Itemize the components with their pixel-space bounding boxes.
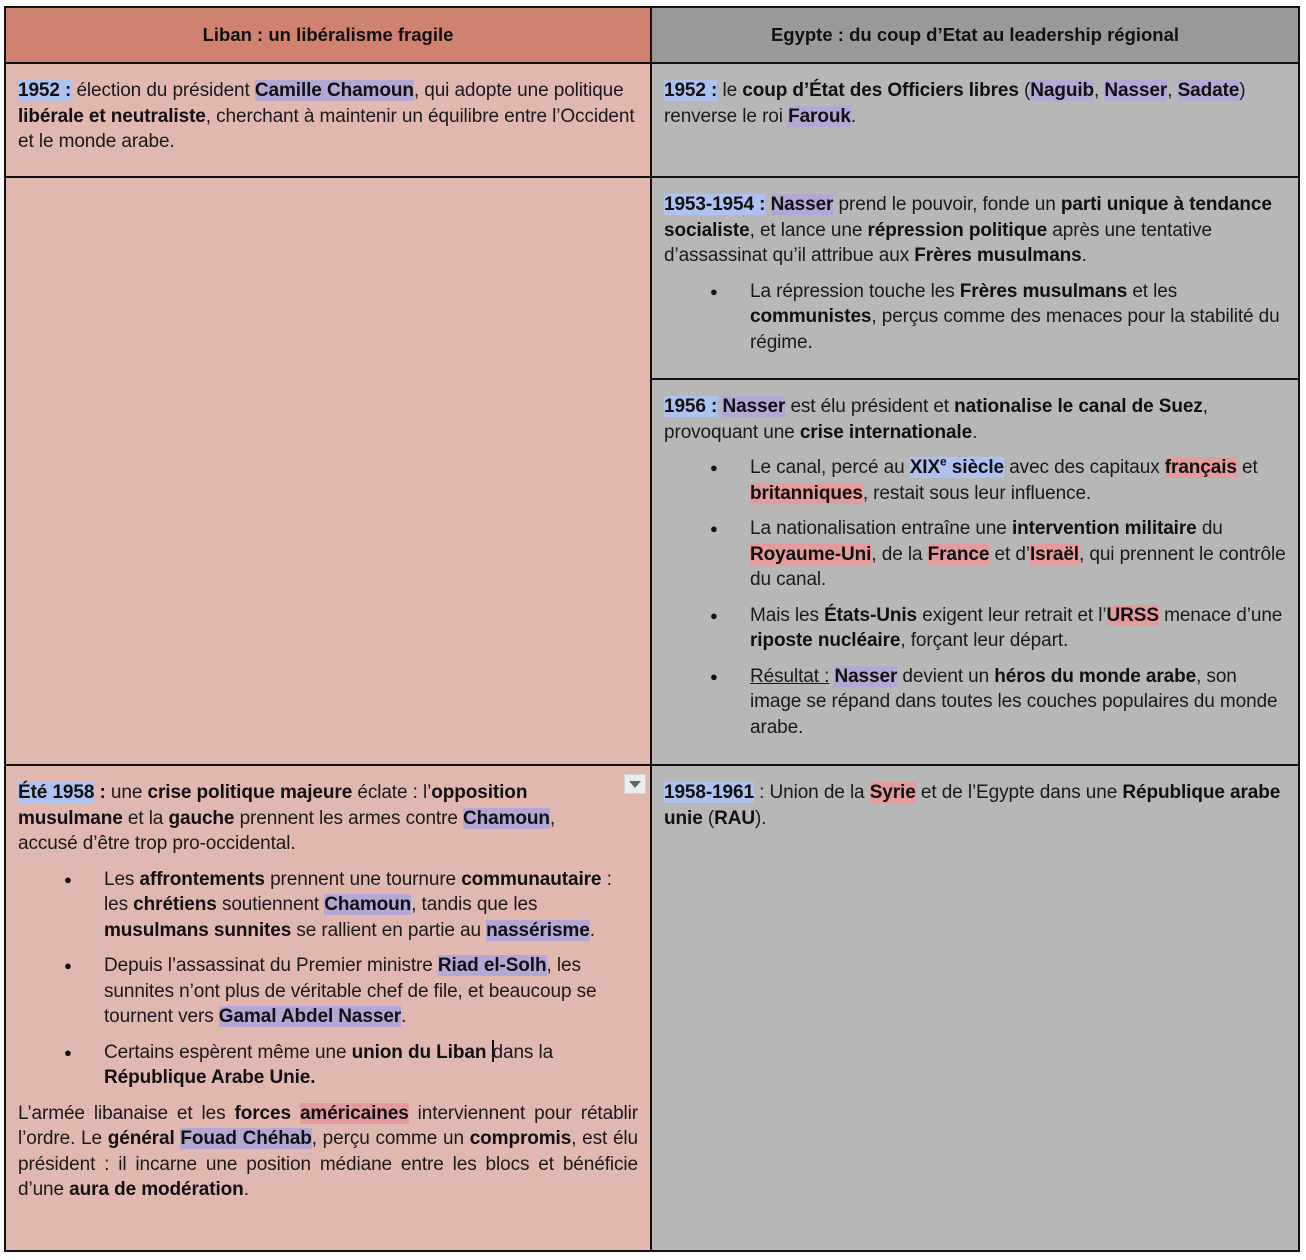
text: , et lance une	[749, 219, 868, 241]
paragraph	[664, 192, 1286, 269]
person-highlight: Nasser	[834, 665, 898, 687]
person-highlight: Chamoun	[324, 894, 412, 915]
text: avec des capitaux	[1004, 457, 1165, 478]
text: interviennent pour rétablir l’ordre. Le	[18, 1102, 639, 1149]
country-highlight: France	[927, 543, 990, 565]
cell-egypte-1952[interactable]	[651, 63, 1299, 177]
bold-text: héros du monde arabe	[994, 665, 1197, 687]
country-highlight: britanniques	[750, 482, 863, 504]
text: exigent leur retrait et l’	[917, 604, 1107, 626]
person-highlight: Gamal Abdel Nasser	[218, 1006, 402, 1027]
header-liban-title: Liban : un libéralisme fragile	[202, 24, 454, 45]
text: , accusé d’être trop pro-occidental.	[18, 807, 556, 854]
country-highlight: américaines	[299, 1102, 409, 1124]
text	[765, 194, 770, 215]
bold-text: libérale et neutraliste	[18, 105, 206, 127]
text: .	[1081, 245, 1087, 266]
century-highlight	[909, 454, 1005, 478]
text: , tandis que les	[411, 894, 538, 915]
paragraph	[18, 1101, 638, 1203]
list-item	[104, 953, 638, 1030]
list-item	[750, 279, 1286, 356]
text: et la	[122, 807, 169, 829]
text: , son image se répand dans toutes les couches populaires du monde arabe.	[750, 665, 1278, 738]
person-highlight: Riad el-Solh	[437, 955, 547, 976]
bold-text: parti unique à tendance socialiste	[664, 194, 1272, 241]
text: : les	[104, 868, 612, 915]
bullet-list	[664, 455, 1286, 740]
list-item	[750, 455, 1286, 506]
text: siècle	[946, 457, 1005, 478]
bold-text: États-Unis	[824, 604, 918, 626]
text: devient un	[897, 665, 995, 687]
bold-text: opposition musulmane	[18, 782, 528, 829]
cell-egypte-1958[interactable]	[651, 765, 1299, 1251]
text: , de la	[871, 543, 928, 565]
country-highlight: Israël	[1029, 543, 1079, 565]
bullet-list	[18, 867, 638, 1091]
text: du	[1196, 518, 1223, 539]
bold-text: République Arabe Unie.	[104, 1067, 316, 1088]
list-item	[750, 516, 1286, 593]
list-item	[750, 664, 1286, 741]
bold-text: Frères musulmans	[914, 245, 1082, 266]
text: ) renverse le roi	[664, 80, 1246, 127]
text: , les sunnites n’ont plus de véritable chef de file, et beaucoup se tournent vers	[104, 955, 597, 1027]
text: , forçant leur départ.	[900, 630, 1069, 651]
text: prend le pouvoir, fonde un	[833, 194, 1061, 215]
text: La répression touche les	[750, 280, 960, 302]
text: prennent les armes contre	[234, 807, 463, 829]
bold-text: nationalise le canal de Suez	[954, 396, 1203, 417]
date-highlight: 1952 :	[18, 80, 72, 101]
person-highlight: Camille Chamoun	[254, 80, 414, 101]
bold-text: :	[94, 782, 106, 803]
text: une	[105, 782, 148, 803]
bold-text: crise politique majeure	[147, 782, 353, 803]
superscript: e	[940, 454, 947, 469]
text	[291, 1103, 300, 1124]
cell-liban-1952[interactable]	[5, 63, 651, 177]
person-highlight: Nasser	[770, 194, 834, 215]
text: , perçu comme un	[311, 1128, 470, 1149]
text: .	[850, 105, 856, 127]
text: , qui prennent le contrôle du canal.	[750, 543, 1286, 590]
text: dans la	[492, 1041, 554, 1063]
bold-text: communistes	[750, 306, 872, 327]
text: , perçus comme des menaces pour la stabilité du régime.	[750, 306, 1280, 353]
list-item	[104, 1040, 638, 1091]
bold-text: gauche	[168, 807, 235, 829]
text: : Union de la	[753, 782, 870, 803]
underlined-text: Résultat :	[750, 665, 830, 687]
text: , cherchant à maintenir un équilibre entre l’Occident et le monde arabe.	[18, 105, 635, 152]
bold-text: forces	[234, 1102, 291, 1124]
header-liban	[5, 7, 651, 63]
bold-text: chrétiens	[133, 894, 217, 915]
bold-text: affrontements	[139, 868, 265, 890]
bold-text: crise internationale	[799, 421, 973, 443]
list-item	[104, 867, 638, 944]
text: Le canal, percé au	[750, 457, 910, 478]
text: et de l’Egypte dans une	[915, 782, 1123, 803]
person-highlight: Sadate	[1177, 80, 1240, 101]
bold-text: riposte nucléaire	[750, 630, 901, 651]
person-highlight: Naguib	[1030, 80, 1095, 101]
date-highlight: 1958-1961	[664, 782, 754, 803]
bold-text: communautaire	[461, 868, 602, 890]
paragraph	[664, 780, 1286, 831]
text: ,	[1094, 80, 1105, 101]
text: La nationalisation entraîne une	[750, 518, 1012, 539]
bold-text: République arabe unie	[664, 782, 1281, 829]
text: , qui adopte une politique	[413, 80, 624, 101]
text: .	[243, 1179, 249, 1200]
text: Les	[104, 868, 140, 890]
text: le	[717, 80, 743, 101]
bold-text: général	[107, 1128, 175, 1149]
bold-text: RAU	[714, 807, 755, 829]
text: élection du président	[71, 80, 255, 101]
bold-text: aura de modération	[69, 1179, 244, 1200]
date-highlight: 1953-1954 :	[664, 194, 766, 215]
cell-liban-empty[interactable]	[5, 177, 651, 765]
person-highlight: Nasser	[722, 396, 786, 417]
cell-egypte-1953[interactable]	[651, 177, 1299, 379]
bold-text: compromis	[469, 1128, 572, 1149]
text: et	[1236, 457, 1258, 478]
text: Depuis l’assassinat du Premier ministre	[104, 955, 438, 976]
paragraph	[18, 780, 638, 857]
paragraph	[664, 394, 1286, 445]
bold-text: musulmans sunnites	[104, 919, 292, 941]
bold-text: coup d’État des Officiers libres	[742, 80, 1019, 101]
text: ).	[754, 807, 767, 829]
person-highlight: Chamoun	[462, 807, 550, 829]
person-highlight: Nasser	[1104, 80, 1168, 101]
country-highlight: Syrie	[869, 782, 916, 803]
text: , provoquant une	[664, 396, 1208, 443]
text: , restait sous leur influence.	[862, 482, 1092, 504]
date-highlight: Été 1958	[18, 782, 95, 803]
text: se rallient en partie au	[291, 919, 487, 941]
bold-text: intervention militaire	[1011, 518, 1197, 539]
text: menace d’une	[1158, 604, 1283, 626]
text: soutiennent	[216, 894, 325, 915]
text: et les	[1127, 280, 1178, 302]
chevron-down-icon	[629, 781, 641, 788]
text: est élu président et	[785, 396, 955, 417]
header-egypte-title: Egypte : du coup d’Etat au leadership régional	[770, 24, 1180, 45]
paragraph	[664, 78, 1286, 129]
bold-text: Frères musulmans	[959, 280, 1128, 302]
cell-egypte-1956[interactable]	[651, 379, 1299, 765]
text: (	[702, 807, 715, 829]
country-highlight: Royaume-Uni	[750, 543, 872, 565]
ideology-highlight: nassérisme	[486, 919, 590, 941]
bold-text: union du Liban	[351, 1041, 487, 1063]
country-highlight: français	[1164, 457, 1237, 478]
header-egypte	[651, 7, 1299, 63]
cell-dropdown-button[interactable]	[624, 774, 646, 794]
comparison-table	[4, 6, 1300, 1252]
text: XIX	[909, 457, 941, 478]
date-highlight: 1956 :	[664, 396, 718, 417]
text: .	[972, 421, 978, 443]
person-highlight: Fouad Chéhab	[180, 1128, 312, 1149]
date-highlight: 1952 :	[664, 80, 718, 101]
country-highlight: URSS	[1106, 604, 1159, 626]
bullet-list	[664, 279, 1286, 356]
text: prennent une tournure	[264, 868, 462, 890]
text: .	[589, 919, 595, 941]
bold-text: répression politique	[867, 219, 1048, 241]
text: et d’	[989, 543, 1030, 565]
text: ,	[1167, 80, 1178, 101]
text: L’armée libanaise et les	[18, 1102, 235, 1124]
text: (	[1018, 80, 1031, 101]
cell-liban-1958[interactable]	[5, 765, 651, 1251]
text: , est élu président : il incarne une position médiane entre les blocs et bénéficie d’une	[18, 1128, 638, 1200]
text: Certains espèrent même une	[104, 1041, 352, 1063]
text: Mais les	[750, 604, 825, 626]
text: éclate : l’	[352, 782, 432, 803]
list-item	[750, 603, 1286, 654]
text: après une tentative d’assassinat qu’il attribue aux	[664, 219, 1212, 266]
paragraph	[18, 78, 638, 155]
text: .	[401, 1006, 407, 1027]
person-highlight: Farouk	[788, 105, 851, 127]
